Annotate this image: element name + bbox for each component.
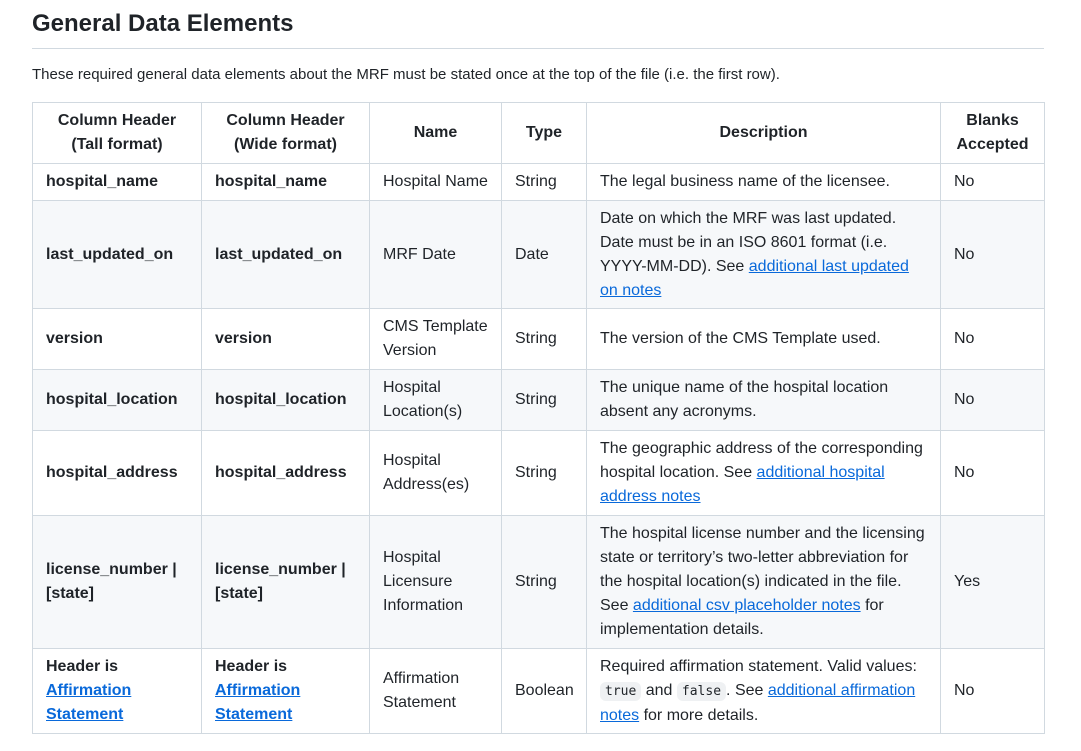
col-header-tall: Column Header (Tall format)	[33, 103, 202, 164]
cell-blanks: No	[941, 164, 1045, 201]
code-false: false	[677, 682, 726, 701]
cell-type: String	[502, 431, 587, 516]
last-updated-notes-link[interactable]: additional last updated on notes	[600, 257, 909, 299]
cell-tall: license_number | [state]	[33, 516, 202, 649]
cell-tall: Header is Affirmation Statement	[33, 649, 202, 734]
cell-blanks: Yes	[941, 516, 1045, 649]
csv-placeholder-notes-link[interactable]: additional csv placeholder notes	[632, 597, 861, 614]
col-header-name: Name	[370, 103, 502, 164]
cell-type: String	[502, 370, 587, 431]
cell-description: Date on which the MRF was last updated. Date must be in an ISO 8601 format (i.e. YYYY-MM-DD). See additional last updated on notes	[587, 201, 941, 309]
data-elements-table	[32, 102, 1045, 734]
hospital-address-notes-link[interactable]: additional hospital address notes	[600, 464, 885, 505]
cell-wide: hospital_name	[202, 164, 370, 201]
cell-blanks: No	[941, 649, 1045, 734]
cell-tall: hospital_name	[33, 164, 202, 201]
cell-name: CMS Template Version	[370, 309, 502, 370]
cell-description: The legal business name of the licensee.	[587, 164, 941, 201]
cell-description: Required affirmation statement. Valid values: true and false . See additional affirmation notes for more details.	[587, 649, 941, 734]
cell-blanks: No	[941, 431, 1045, 516]
cell-wide: Header is Affirmation Statement	[202, 649, 370, 734]
cell-wide: hospital_address	[202, 431, 370, 516]
col-header-wide: Column Header (Wide format)	[202, 103, 370, 164]
cell-blanks: No	[941, 370, 1045, 431]
cell-description: The geographic address of the corresponding hospital location. See additional hospital address notes	[587, 431, 941, 516]
code-true: true	[600, 682, 641, 701]
section-heading: General Data Elements	[32, 8, 1044, 49]
table-row	[33, 431, 1045, 516]
cell-name: MRF Date	[370, 201, 502, 309]
table-row	[33, 309, 1045, 370]
cell-name: Hospital Name	[370, 164, 502, 201]
cell-type: String	[502, 164, 587, 201]
affirmation-statement-link-wide[interactable]: Affirmation Statement	[215, 682, 301, 723]
cell-tall: hospital_address	[33, 431, 202, 516]
table-row	[33, 516, 1045, 649]
col-header-blanks: Blanks Accepted	[941, 103, 1045, 164]
cell-type: String	[502, 516, 587, 649]
cell-blanks: No	[941, 201, 1045, 309]
header-row	[33, 103, 1045, 164]
cell-tall: last_updated_on	[33, 201, 202, 309]
cell-description: The version of the CMS Template used.	[587, 309, 941, 370]
intro-text: These required general data elements about the MRF must be stated once at the top of the file (i.e. the first row).	[32, 66, 780, 83]
cell-blanks: No	[941, 309, 1045, 370]
cell-wide: license_number | [state]	[202, 516, 370, 649]
col-header-type: Type	[502, 103, 587, 164]
cell-description: The unique name of the hospital location absent any acronyms.	[587, 370, 941, 431]
cell-wide: version	[202, 309, 370, 370]
table-row	[33, 201, 1045, 309]
cell-name: Hospital Location(s)	[370, 370, 502, 431]
table-row	[33, 164, 1045, 201]
cell-tall: hospital_location	[33, 370, 202, 431]
affirmation-statement-link-tall[interactable]: Affirmation Statement	[46, 682, 132, 723]
cell-name: Hospital Licensure Information	[370, 516, 502, 649]
col-header-description: Description	[587, 103, 941, 164]
cell-type: Date	[502, 201, 587, 309]
cell-tall: version	[33, 309, 202, 370]
cell-type: Boolean	[502, 649, 587, 734]
table-row	[33, 649, 1045, 734]
cell-description: The hospital license number and the licensing state or territory’s two-letter abbreviation for the hospital location(s) indicated in the file. See additional csv placeholder notes for implementation details.	[587, 516, 941, 649]
cell-type: String	[502, 309, 587, 370]
table-row	[33, 370, 1045, 431]
affirmation-notes-link[interactable]: additional affirmation notes	[600, 681, 916, 724]
cell-name: Hospital Address(es)	[370, 431, 502, 516]
cell-wide: hospital_location	[202, 370, 370, 431]
cell-wide: last_updated_on	[202, 201, 370, 309]
cell-name: Affirmation Statement	[370, 649, 502, 734]
